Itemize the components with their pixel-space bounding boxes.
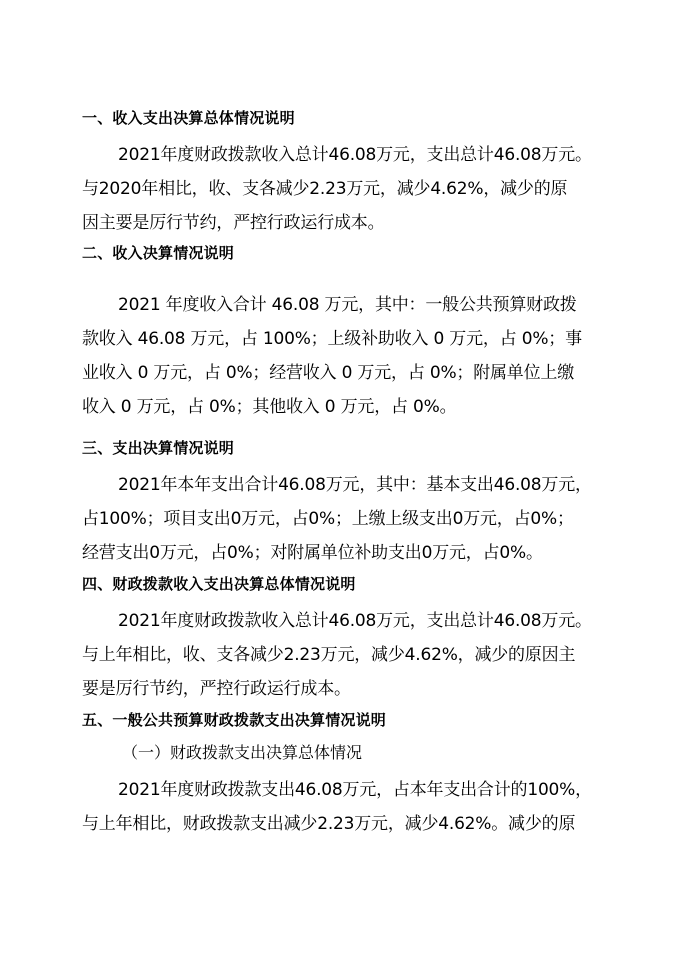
section-2-line-3: 业收入 0 万元，占 0%；经营收入 0 万元，占 0%；附属单位上缴	[82, 363, 574, 383]
section-1-line-2: 与2020年相比，收、支各减少2.23万元，减少4.62%，减少的原	[82, 179, 568, 199]
section-4-line-2: 与上年相比，收、支各减少2.23万元，减少4.62%，减少的原因主	[82, 645, 576, 665]
section-3-line-1: 2021年本年支出合计46.08万元，其中：基本支出46.08万元，	[118, 475, 592, 495]
section-2-heading: 二、收入决算情况说明	[82, 244, 235, 262]
section-4-heading: 四、财政拨款收入支出决算总体情况说明	[82, 575, 356, 593]
section-1-line-3: 因主要是厉行节约，严控行政运行成本。	[82, 213, 385, 233]
section-5-line-2: 与上年相比，财政拨款支出减少2.23万元，减少4.62%。减少的原	[82, 814, 576, 834]
section-3-line-3: 经营支出0万元，占0%；对附属单位补助支出0万元，占0%。	[82, 543, 543, 563]
section-1-heading: 一、收入支出决算总体情况说明	[82, 109, 295, 127]
section-3-line-2: 占100%；项目支出0万元，占0%；上缴上级支出0万元，占0%；	[82, 509, 574, 529]
section-2-line-2: 款收入 46.08 万元，占 100%；上级补助收入 0 万元，占 0%；事	[82, 329, 582, 349]
section-5-line-1: 2021年度财政拨款支出46.08万元，占本年支出合计的100%，	[118, 780, 592, 800]
section-2-line-1: 2021 年度收入合计 46.08 万元，其中：一般公共预算财政拨	[118, 295, 577, 315]
section-4-line-3: 要是厉行节约，严控行政运行成本。	[82, 679, 351, 699]
section-5-heading: 五、一般公共预算财政拨款支出决算情况说明	[82, 711, 387, 729]
section-3-heading: 三、支出决算情况说明	[82, 439, 235, 457]
section-1-line-1: 2021年度财政拨款收入总计46.08万元，支出总计46.08万元。	[118, 145, 592, 165]
section-2-line-4: 收入 0 万元，占 0%；其他收入 0 万元，占 0%。	[82, 397, 457, 417]
section-5-subheading: （一）财政拨款支出决算总体情况	[122, 743, 363, 762]
section-4-line-1: 2021年度财政拨款收入总计46.08万元，支出总计46.08万元。	[118, 611, 592, 631]
